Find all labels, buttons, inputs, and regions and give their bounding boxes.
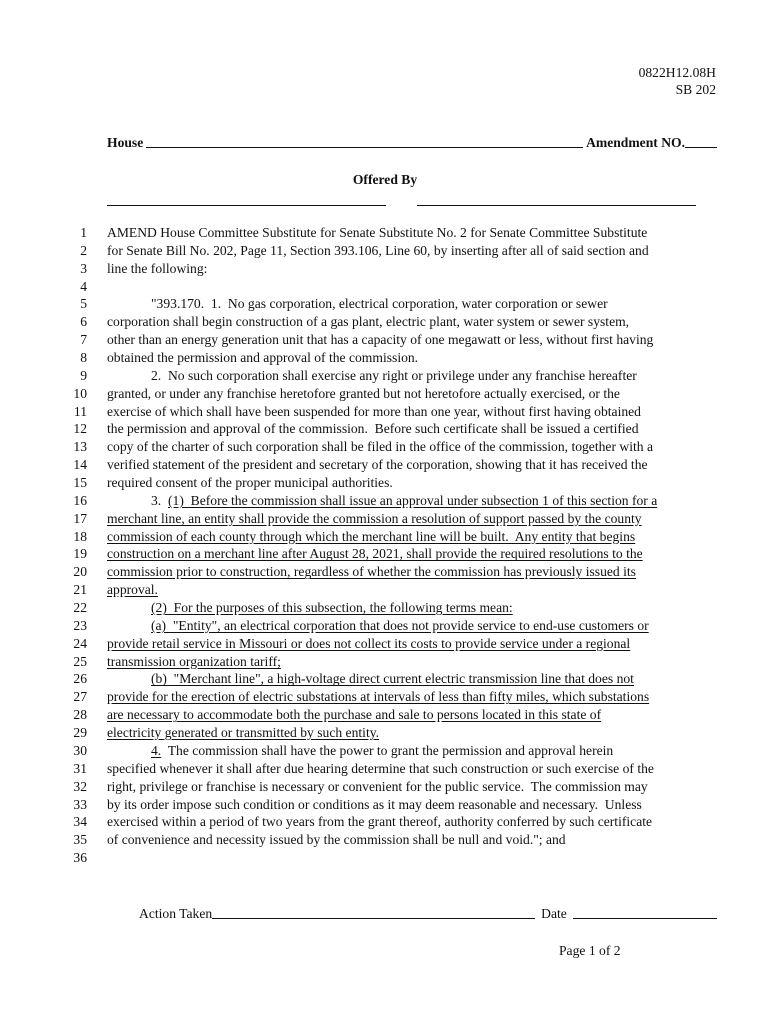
line-text (107, 242, 649, 260)
line-number: 29 (73, 725, 87, 741)
document-id: 0822H12.08H (638, 65, 716, 80)
line-number: 9 (80, 367, 87, 383)
line-body: exercised within a period of two years from the grant thereof, authority conferred by such certificate (107, 814, 653, 830)
line-body: of convenience and necessity issued by the commission shall be null and void."; and (107, 832, 566, 848)
line-text (107, 670, 634, 688)
text-line (0, 242, 770, 260)
text-line (0, 796, 770, 814)
line-text (107, 831, 566, 849)
line-number: 27 (73, 689, 87, 705)
line-body: AMEND House Committee Substitute for Senate Substitute No. 2 for Senate Committee Substitute (107, 225, 648, 240)
text-line (0, 545, 770, 563)
text-line (0, 260, 770, 278)
text-line (0, 599, 770, 617)
line-text (107, 367, 637, 385)
line-text (107, 778, 648, 796)
line-body: "393.170. 1. No gas corporation, electrical corporation, water corporation or sewer (151, 296, 608, 312)
line-number: 10 (73, 385, 87, 401)
line-text (107, 581, 158, 599)
inserted-text: electricity generated or transmitted by such entity. (107, 725, 380, 741)
text-line (0, 438, 770, 456)
line-number: 4 (80, 278, 87, 294)
house-label: House (107, 135, 144, 150)
line-body: by its order impose such condition or conditions as it may deem reasonable and necessary. Unless (107, 796, 642, 812)
line-text (107, 813, 652, 831)
offered-by-label: Offered By (352, 172, 418, 187)
line-number: 24 (73, 635, 87, 651)
house-blank-line (146, 146, 583, 148)
line-text (107, 313, 629, 331)
line-number: 14 (73, 457, 87, 473)
action-taken-blank (212, 917, 535, 919)
section-number: 3. (151, 492, 168, 508)
date-blank (573, 917, 717, 919)
line-number: 23 (73, 617, 87, 633)
line-text (107, 796, 642, 814)
line-text (107, 563, 636, 581)
line-text (107, 653, 281, 671)
line-text (107, 385, 620, 403)
text-line (0, 831, 770, 849)
text-line (0, 367, 770, 385)
line-body: copy of the charter of such corporation shall be filed in the office of the commission, together with a (107, 439, 653, 455)
text-line (0, 313, 770, 331)
line-body: granted, or under any franchise heretofore granted but not heretofore actually exercised, or the (107, 385, 620, 401)
text-line (0, 778, 770, 796)
line-number: 31 (73, 760, 87, 776)
line-body: exercise of which shall have been suspended for more than one year, without first having obtained (107, 403, 641, 419)
line-number: 12 (73, 421, 87, 437)
line-number: 11 (73, 403, 87, 419)
text-line (0, 706, 770, 724)
line-text (107, 295, 608, 313)
action-taken-row (139, 906, 717, 922)
line-body: the permission and approval of the commission. Before such certificate shall be issued a certified (107, 421, 639, 437)
text-line (0, 474, 770, 492)
line-text (107, 510, 642, 528)
line-number: 30 (73, 742, 87, 758)
text-line (0, 492, 770, 510)
line-body: 2. No such corporation shall exercise any right or privilege under any franchise hereafter (151, 367, 637, 383)
line-text (107, 617, 649, 635)
line-number: 1 (80, 225, 87, 240)
line-number: 8 (80, 350, 87, 366)
line-text (107, 349, 418, 367)
line-text (107, 760, 654, 778)
text-line (0, 528, 770, 546)
line-number: 3 (80, 260, 87, 276)
line-text (107, 403, 641, 421)
text-line (0, 581, 770, 599)
text-line (0, 635, 770, 653)
inserted-text: (a) "Entity", an electrical corporation that does not provide service to end-use customers or (151, 617, 649, 633)
amendment-label: Amendment NO. (586, 135, 685, 150)
line-text (107, 599, 513, 617)
line-number: 21 (73, 582, 87, 598)
text-line (0, 331, 770, 349)
text-line (0, 760, 770, 778)
text-line (0, 295, 770, 313)
text-line (0, 688, 770, 706)
line-body: right, privilege or franchise is necessary or convenient for the public service. The commission may (107, 778, 648, 794)
inserted-text: approval. (107, 582, 158, 598)
line-body: other than an energy generation unit that has a capacity of one megawatt or less, without first having (107, 332, 654, 348)
text-line (0, 385, 770, 403)
inserted-text: provide for the erection of electric substations at intervals of less than fifty miles, which substations (107, 689, 650, 705)
line-number: 36 (73, 850, 87, 866)
line-text (107, 224, 647, 242)
text-line (0, 813, 770, 831)
line-text (107, 456, 648, 474)
text-line (0, 278, 770, 296)
inserted-text: construction on a merchant line after August 28, 2021, shall provide the required resolutions to the (107, 546, 643, 562)
line-number: 33 (73, 796, 87, 812)
line-number: 34 (73, 814, 87, 830)
line-text (107, 260, 207, 278)
line-number: 5 (80, 296, 87, 312)
line-number: 25 (73, 653, 87, 669)
inserted-section-number: 4. (151, 742, 162, 758)
line-body: required consent of the proper municipal authorities. (107, 475, 393, 491)
text-line (0, 724, 770, 742)
date-label: Date (541, 906, 567, 921)
line-number: 16 (73, 492, 87, 508)
line-body: obtained the permission and approval of the commission. (107, 350, 419, 366)
action-taken-label: Action Taken (139, 906, 213, 921)
line-body: line the following: (107, 260, 208, 276)
line-number: 7 (80, 332, 87, 348)
inserted-text: commission prior to construction, regardless of whether the commission has previously issued its (107, 564, 636, 580)
line-number: 35 (73, 832, 87, 848)
line-number: 2 (80, 242, 87, 258)
line-number: 26 (73, 671, 87, 687)
amendment-body (0, 224, 770, 867)
bill-number: SB 202 (675, 82, 716, 97)
text-line (0, 617, 770, 635)
line-body: for Senate Bill No. 202, Page 11, Section 393.106, Line 60, by inserting after all of said section and (107, 242, 649, 258)
line-text (107, 706, 601, 724)
line-number: 15 (73, 475, 87, 491)
inserted-text: are necessary to accommodate both the purchase and sale to persons located in this state of (107, 707, 602, 723)
line-text (107, 742, 613, 760)
inserted-text: provide retail service in Missouri or does not collect its costs to provide service under a regional (107, 635, 631, 651)
line-text (107, 420, 639, 438)
text-line (0, 420, 770, 438)
line-number: 19 (73, 546, 87, 562)
text-line (0, 849, 770, 867)
line-text (107, 635, 630, 653)
text-line (0, 456, 770, 474)
line-number: 18 (73, 528, 87, 544)
line-body: corporation shall begin construction of a gas plant, electric plant, water system or sewer system, (107, 314, 630, 330)
sponsor-signature-line (107, 205, 386, 206)
text-line (0, 653, 770, 671)
text-line (0, 670, 770, 688)
text-line (0, 224, 770, 242)
line-text (107, 438, 653, 456)
line-number: 6 (80, 314, 87, 330)
line-number: 28 (73, 707, 87, 723)
inserted-text: merchant line, an entity shall provide the commission a resolution of support passed by the county (107, 510, 642, 526)
line-body: specified whenever it shall after due hearing determine that such construction or such exercise of the (107, 760, 654, 776)
text-line (0, 742, 770, 760)
inserted-text: (b) "Merchant line", a high-voltage direct current electric transmission line that does not (151, 671, 634, 687)
line-text (107, 474, 393, 492)
house-amendment-row (107, 135, 717, 151)
inserted-text: commission of each county through which the merchant line will be built. Any entity that begins (107, 528, 636, 544)
line-body: The commission shall have the power to grant the permission and approval herein (161, 742, 614, 758)
line-number: 20 (73, 564, 87, 580)
line-number: 13 (73, 439, 87, 455)
line-text (107, 492, 657, 510)
line-text (107, 545, 643, 563)
text-line (0, 563, 770, 581)
line-number: 22 (73, 600, 87, 616)
text-line (0, 349, 770, 367)
line-text (107, 528, 635, 546)
inserted-text: (1) Before the commission shall issue an approval under subsection 1 of this section for a (168, 492, 658, 508)
line-text (107, 724, 379, 742)
line-number: 32 (73, 778, 87, 794)
text-line (0, 403, 770, 421)
text-line (0, 510, 770, 528)
page-number: Page 1 of 2 (559, 943, 621, 958)
inserted-text: (2) For the purposes of this subsection, the following terms mean: (151, 600, 513, 616)
line-text (107, 688, 649, 706)
line-number: 17 (73, 510, 87, 526)
amendment-number-blank (685, 146, 717, 148)
sponsor-signature-line-2 (417, 205, 696, 206)
inserted-text: transmission organization tariff; (107, 653, 281, 669)
line-text (107, 331, 653, 349)
line-body: verified statement of the president and secretary of the corporation, showing that it has received the (107, 457, 648, 473)
